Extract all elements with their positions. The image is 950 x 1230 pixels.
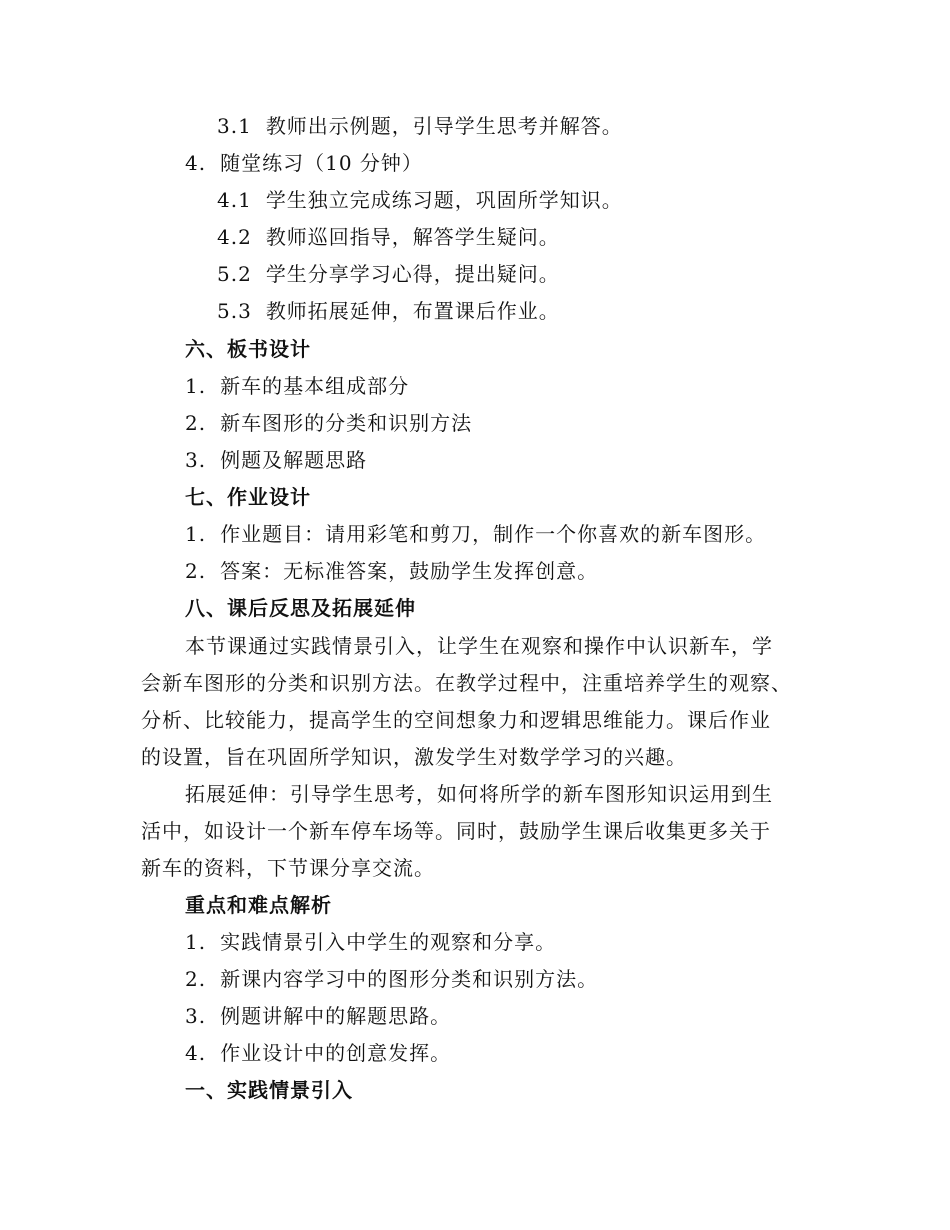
paragraph-line: 活中，如设计一个新车停车场等。同时，鼓励学生课后收集更多关于 <box>141 819 771 843</box>
list-item: 2. 新课内容学习中的图形分类和识别方法。 <box>185 967 599 991</box>
list-item: 2. 答案：无标准答案，鼓励学生发挥创意。 <box>185 559 599 583</box>
paragraph-line: 拓展延伸：引导学生思考，如何将所学的新车图形知识运用到生 <box>185 782 773 806</box>
paragraph-line: 的设置，旨在巩固所学知识，激发学生对数学学习的兴趣。 <box>141 745 687 769</box>
section-heading: 重点和难点解析 <box>185 893 332 917</box>
list-item: 4. 作业设计中的创意发挥。 <box>185 1041 452 1065</box>
list-item: 3. 例题讲解中的解题思路。 <box>185 1004 452 1028</box>
paragraph-line: 本节课通过实践情景引入，让学生在观察和操作中认识新车，学 <box>185 634 773 658</box>
list-item: 4.2 教师巡回指导，解答学生疑问。 <box>217 225 560 249</box>
list-item: 4.1 学生独立完成练习题，巩固所学知识。 <box>217 188 623 212</box>
paragraph-line: 分析、比较能力，提高学生的空间想象力和逻辑思维能力。课后作业 <box>141 708 771 732</box>
section-heading: 七、作业设计 <box>185 485 311 509</box>
list-item: 1. 作业题目：请用彩笔和剪刀，制作一个你喜欢的新车图形。 <box>185 522 767 546</box>
paragraph-line: 会新车图形的分类和识别方法。在教学过程中，注重培养学生的观察、 <box>141 671 792 695</box>
list-item: 5.3 教师拓展延伸，布置课后作业。 <box>217 299 560 323</box>
list-item: 1. 实践情景引入中学生的观察和分享。 <box>185 930 557 954</box>
list-item: 1. 新车的基本组成部分 <box>185 374 410 398</box>
list-item: 5.2 学生分享学习心得，提出疑问。 <box>217 262 560 286</box>
section-heading: 六、板书设计 <box>185 337 311 361</box>
section-heading: 一、实践情景引入 <box>185 1078 353 1102</box>
list-item: 3. 例题及解题思路 <box>185 448 368 472</box>
list-item: 4. 随堂练习（10 分钟） <box>185 151 423 175</box>
paragraph-line: 新车的资料，下节课分享交流。 <box>141 856 435 880</box>
section-heading: 八、课后反思及拓展延伸 <box>185 596 416 620</box>
list-item: 3.1 教师出示例题，引导学生思考并解答。 <box>217 114 623 138</box>
list-item: 2. 新车图形的分类和识别方法 <box>185 411 473 435</box>
